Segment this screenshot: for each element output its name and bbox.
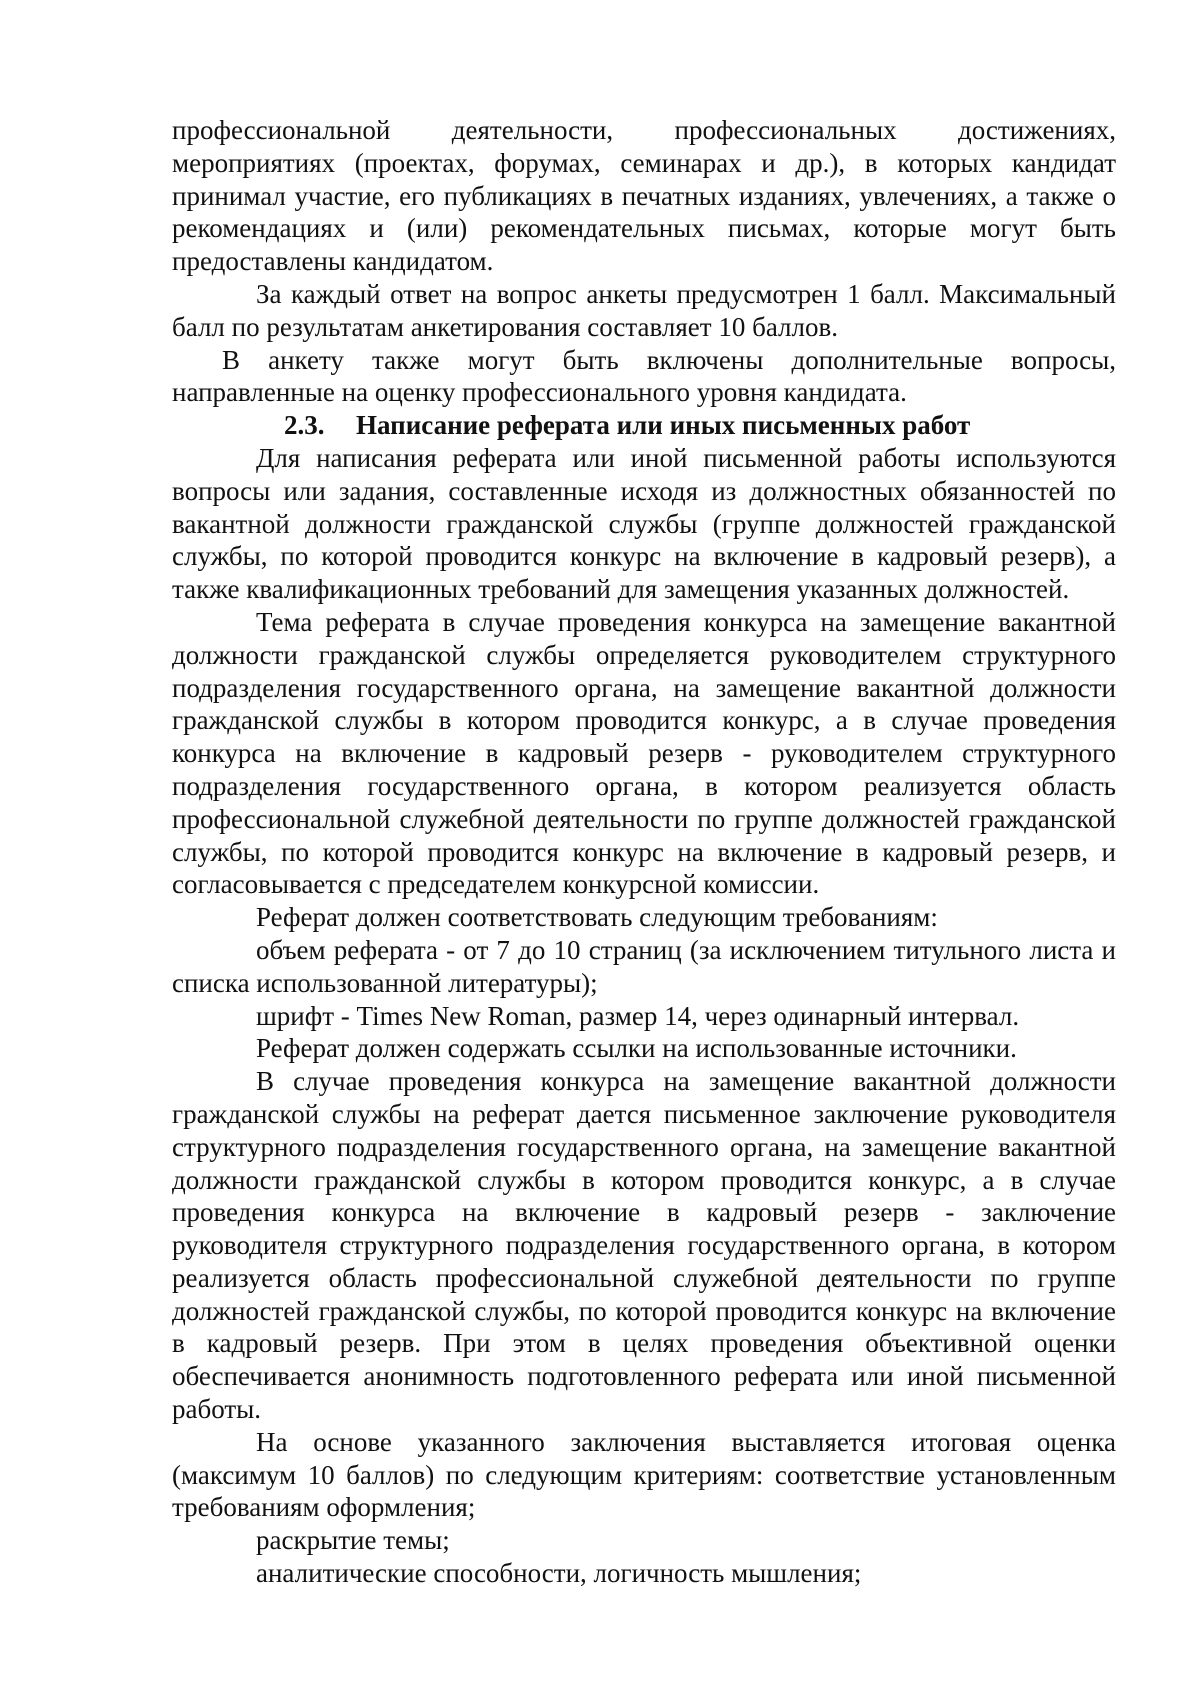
paragraph-7: объем реферата - от 7 до 10 страниц (за исключением титульного листа и списка использованной литературы); <box>172 934 1116 998</box>
paragraph-12: раскрытие темы; <box>256 1525 450 1556</box>
paragraph-2: За каждый ответ на вопрос анкеты предусмотрен 1 балл. Максимальный балл по результатам анкетирования составляет 10 баллов. <box>172 278 1116 342</box>
document-body <box>172 114 1116 1590</box>
section-title: Написание реферата или иных письменных работ <box>356 410 971 441</box>
section-heading <box>172 409 1116 442</box>
paragraph-1: профессиональной деятельности, профессиональных достижениях, мероприятиях (проектах, форумах, семинарах и др.), в которых кандидат принимал участие, его публикациях в печатных изданиях, увлечениях, а также о рекомендациях и (или) рекомендательных письмах, которые могут быть предоставлены кандидатом. <box>172 115 1116 277</box>
paragraph-6: Реферат должен соответствовать следующим требованиям: <box>256 902 938 933</box>
paragraph-5: Тема реферата в случае проведения конкурса на замещение вакантной должности гражданской службы определяется руководителем структурного подразделения государственного органа, на замещение вакантной должности гражданской службы в котором проводится конкурс, а в случае проведения конкурса на включение в кадровый резерв - руководителем структурного подразделения государственного органа, в котором реализуется область профессиональной служебной деятельности по группе должностей гражданской службы, по которой проводится конкурс на включение в кадровый резерв, и согласовывается с председателем конкурсной комиссии. <box>172 606 1116 900</box>
paragraph-3: В анкету также могут быть включены дополнительные вопросы, направленные на оценку профессионального уровня кандидата. <box>172 344 1116 408</box>
paragraph-8: шрифт - Times New Roman, размер 14, через одинарный интервал. <box>256 1000 1020 1031</box>
section-number: 2.3. <box>284 410 325 441</box>
paragraph-9: Реферат должен содержать ссылки на использованные источники. <box>256 1033 1017 1064</box>
paragraph-10: В случае проведения конкурса на замещение вакантной должности гражданской службы на реферат дается письменное заключение руководителя структурного подразделения государственного органа, на замещение вакантной должности гражданской службы в котором проводится конкурс, а в случае проведения конкурса на включение в кадровый резерв - заключение руководителя структурного подразделения государственного органа, в котором реализуется область профессиональной служебной деятельности по группе должностей гражданской службы, по которой проводится конкурс на включение в кадровый резерв. При этом в целях проведения объективной оценки обеспечивается анонимность подготовленного реферата или иной письменной работы. <box>172 1066 1116 1425</box>
paragraph-13: аналитические способности, логичность мышления; <box>256 1558 862 1589</box>
paragraph-4: Для написания реферата или иной письменной работы используются вопросы или задания, составленные исходя из должностных обязанностей по вакантной должности гражданской службы (группе должностей гражданской службы, по которой проводится конкурс на включение в кадровый резерв), а также квалификационных требований для замещения указанных должностей. <box>172 442 1116 605</box>
paragraph-11: На основе указанного заключения выставляется итоговая оценка (максимум 10 баллов) по следующим критериям: соответствие установленным требованиям оформления; <box>172 1426 1116 1523</box>
